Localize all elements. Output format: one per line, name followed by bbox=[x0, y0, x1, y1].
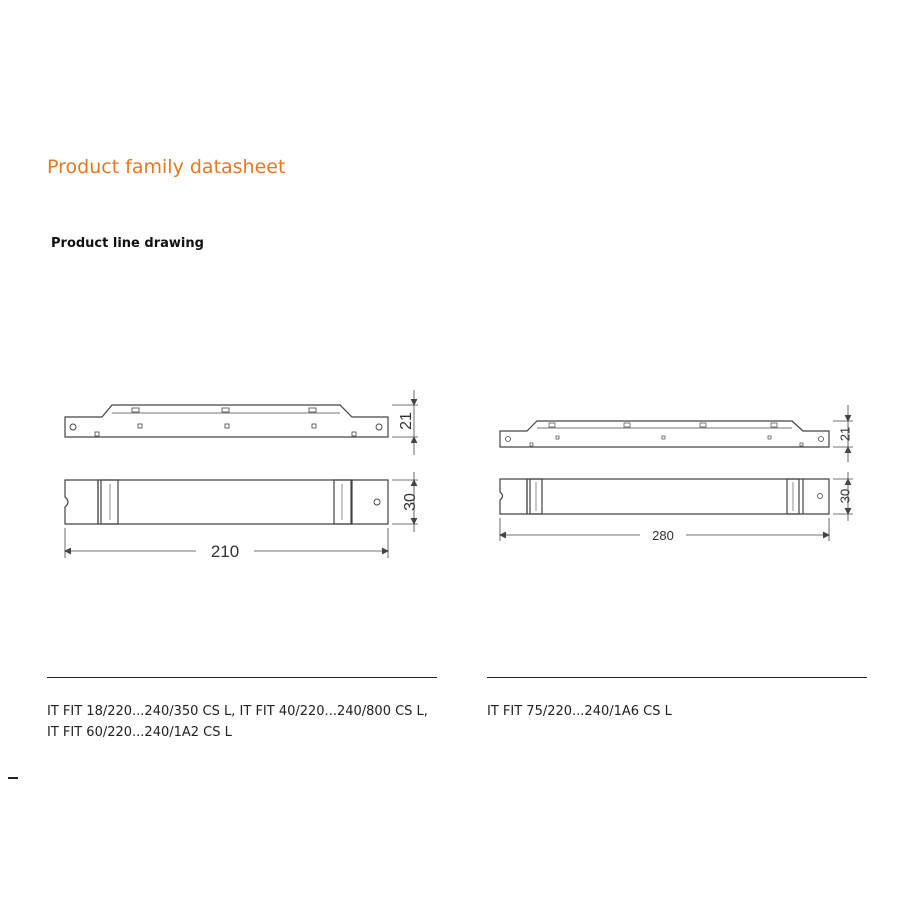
section-title: Product line drawing bbox=[51, 236, 204, 251]
drawing-1-side-view bbox=[65, 405, 388, 437]
caption-divider-1 bbox=[47, 677, 437, 678]
drawing-1-width-label: 30 bbox=[402, 493, 420, 511]
caption-line: IT FIT 60/220...240/1A2 CS L bbox=[47, 725, 232, 740]
drawing-2-height-label: 21 bbox=[837, 426, 853, 442]
drawing-1-top-view bbox=[65, 480, 388, 524]
drawing-2-width-label: 30 bbox=[837, 488, 853, 504]
drawing-2-side-view bbox=[500, 421, 829, 447]
drawing-1-caption bbox=[47, 701, 447, 743]
drawing-2-caption bbox=[487, 701, 867, 722]
caption-divider-2 bbox=[487, 677, 867, 678]
margin-mark bbox=[8, 777, 18, 779]
page-title: Product family datasheet bbox=[47, 156, 286, 178]
caption-line: IT FIT 18/220...240/350 CS L, IT FIT 40/220...240/800 CS L, bbox=[47, 704, 428, 719]
drawing-2-top-view bbox=[500, 479, 829, 514]
caption-line: IT FIT 75/220...240/1A6 CS L bbox=[487, 704, 672, 719]
drawing-1-length-label: 210 bbox=[210, 542, 240, 561]
drawing-2-length-label: 280 bbox=[652, 528, 674, 543]
drawing-1-height-label: 21 bbox=[398, 412, 415, 430]
